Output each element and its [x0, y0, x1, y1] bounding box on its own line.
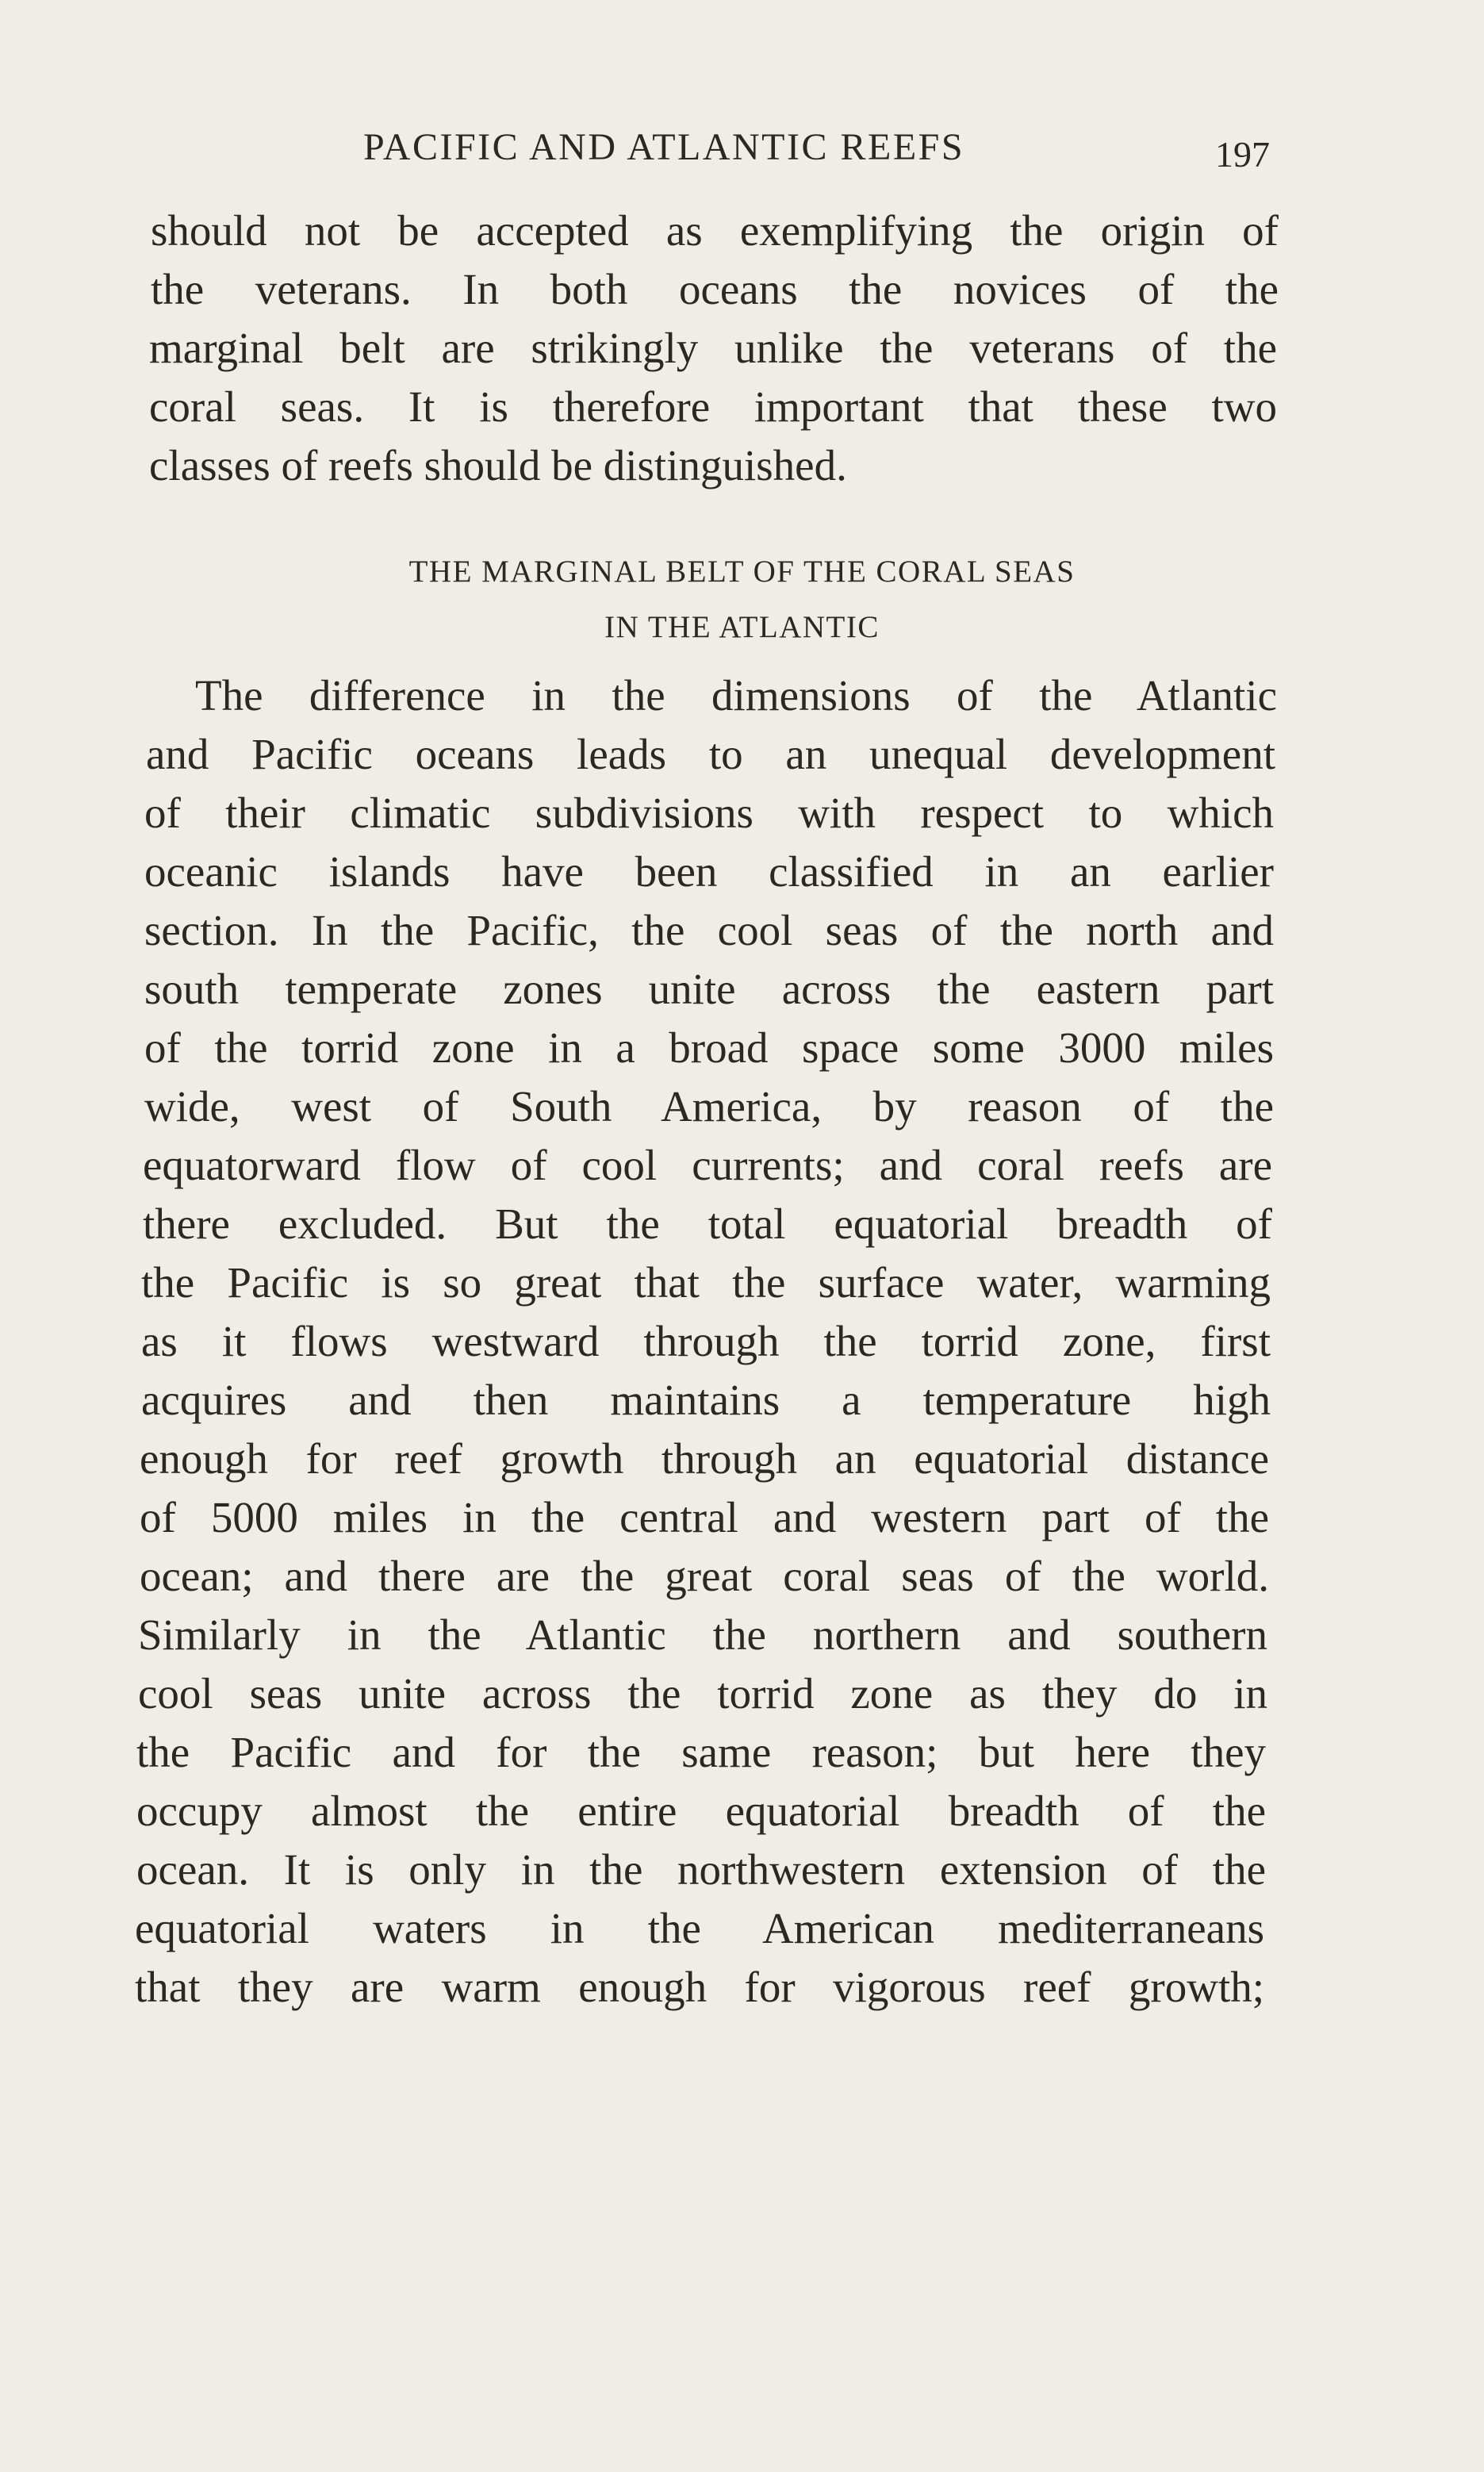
text-line: equatorial waters in the American mediterraneans: [135, 1904, 1264, 1952]
text-line: cool seas unite across the torrid zone as they do in: [138, 1669, 1267, 1718]
text-line: enough for reef growth through an equatorial distance: [140, 1434, 1269, 1483]
text-line: the veterans. In both oceans the novices of the: [151, 265, 1279, 313]
text-line: coral seas. It is therefore important that these two: [149, 382, 1277, 431]
running-head: [0, 125, 1484, 181]
text-line: The difference in the dimensions of the Atlantic: [195, 671, 1277, 720]
text-line: of the torrid zone in a broad space some 3000 miles: [144, 1023, 1274, 1072]
text-line: the Pacific is so great that the surface water, warming: [141, 1258, 1271, 1307]
text-line: should not be accepted as exemplifying the origin of: [151, 206, 1279, 255]
text-line: equatorward flow of cool currents; and coral reefs are: [143, 1141, 1272, 1189]
text-line: the Pacific and for the same reason; but here they: [136, 1728, 1266, 1776]
text-line: marginal belt are strikingly unlike the veterans of the: [149, 324, 1277, 372]
text-line: south temperate zones unite across the eastern part: [144, 965, 1274, 1013]
section-heading-line-2: IN THE ATLANTIC: [604, 610, 880, 644]
section-heading-line-1: THE MARGINAL BELT OF THE CORAL SEAS: [408, 555, 1076, 589]
text-line: section. In the Pacific, the cool seas of the north and: [144, 906, 1274, 954]
text-line: acquires and then maintains a temperature high: [141, 1376, 1271, 1424]
text-line: as it flows westward through the torrid zone, first: [141, 1317, 1271, 1365]
text-line: of their climatic subdivisions with respect to which: [144, 789, 1274, 837]
text-line: wide, west of South America, by reason of the: [144, 1082, 1274, 1130]
text-line: ocean. It is only in the northwestern extension of the: [136, 1845, 1266, 1894]
text-line: ocean; and there are the great coral seas of the world.: [140, 1552, 1269, 1600]
running-title: PACIFIC AND ATLANTIC REEFS: [363, 126, 965, 168]
text-line: occupy almost the entire equatorial breadth of the: [136, 1787, 1266, 1835]
text-line: of 5000 miles in the central and western part of the: [140, 1493, 1269, 1541]
text-line: oceanic islands have been classified in an earlier: [144, 847, 1274, 896]
text-line: classes of reefs should be distinguished.: [149, 441, 847, 489]
text-line: that they are warm enough for vigorous reef growth;: [135, 1963, 1264, 2011]
text-line: and Pacific oceans leads to an unequal development: [146, 730, 1275, 778]
text-line: Similarly in the Atlantic the northern and southern: [138, 1610, 1267, 1659]
text-line: there excluded. But the total equatorial breadth of: [143, 1200, 1272, 1248]
page-number: 197: [1215, 134, 1270, 175]
